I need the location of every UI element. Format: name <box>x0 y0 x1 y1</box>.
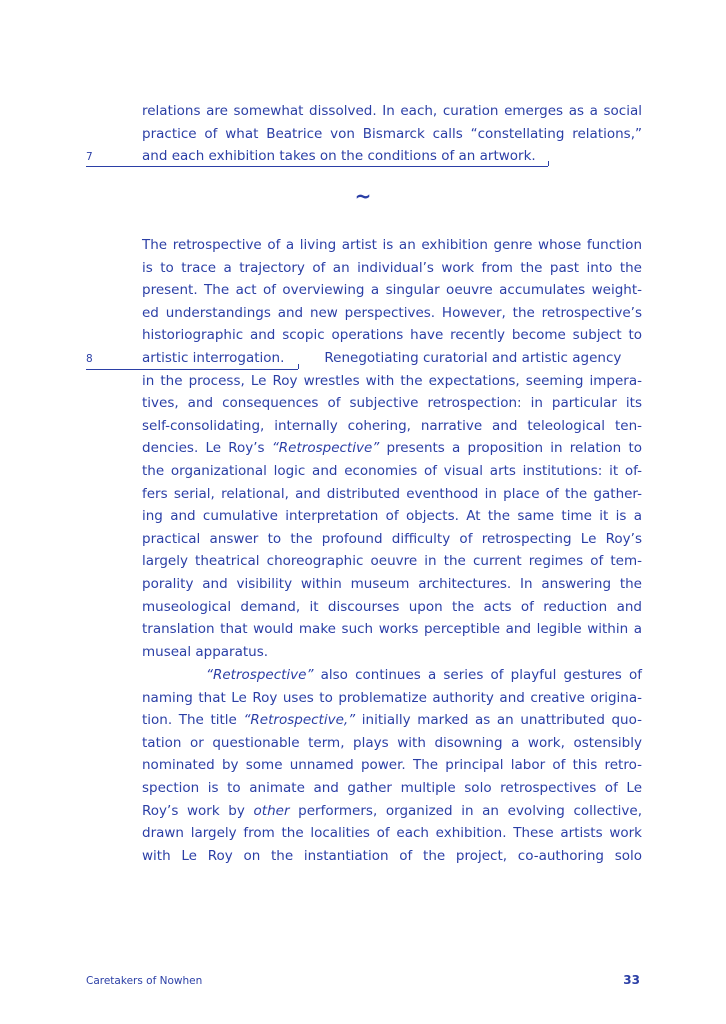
text-line: ing and cumulative interpretation of objects. At the same time it is a <box>142 508 642 525</box>
paragraph-naming <box>142 664 642 867</box>
text-span: dencies. Le Roy’s <box>142 440 272 457</box>
title-italic: “Retrospective,” <box>243 712 356 729</box>
note-marker-8: 8 <box>86 353 93 365</box>
text-line: spection is to animate and gather multiple solo retrospectives of Le <box>142 779 642 796</box>
text-line: practice of what Beatrice von Bismarck calls “constellating relations,” <box>142 125 642 142</box>
text-line: and each exhibition takes on the conditions of an artwork. <box>142 148 536 165</box>
text-line: the organizational logic and economies of visual arts institutions: it of- <box>142 462 642 479</box>
text-span: also continues a series of playful gestures of <box>313 667 642 683</box>
text-line: relations are somewhat dissolved. In each, curation emerges as a social <box>142 103 642 119</box>
text-line: nominated by some unnamed power. The principal labor of this retro- <box>142 757 642 774</box>
footer-book-title: Caretakers of Nowhen <box>86 975 203 987</box>
text-line: The retrospective of a living artist is an exhibition genre whose function <box>142 237 642 253</box>
text-line: museological demand, it discourses upon the acts of reduction and <box>142 598 642 615</box>
text-line: self-consolidating, internally cohering, narrative and teleological ten- <box>142 417 642 434</box>
text-span: presents a proposition in relation to <box>379 440 643 457</box>
text-line: fers serial, relational, and distributed eventhood in place of the gather- <box>142 485 642 502</box>
text-line: is to trace a trajectory of an individual’s work from the past into the <box>142 259 642 276</box>
text-line: practical answer to the profound difficulty of retrospecting Le Roy’s <box>142 530 642 547</box>
note-marker-7: 7 <box>86 151 93 163</box>
title-italic: “Retrospective” <box>206 667 314 683</box>
note-rule-tick <box>548 161 549 166</box>
text-line <box>142 664 642 687</box>
page-number: 33 <box>623 973 640 987</box>
text-line: ed understandings and new perspectives. However, the retrospective’s <box>142 304 642 321</box>
text-span: Renegotiating curatorial and artistic agency <box>324 349 622 366</box>
text-span: initially marked as an unattributed quo- <box>355 712 642 729</box>
text-line: present. The act of overviewing a singular oeuvre accumulates weight- <box>142 282 642 299</box>
text-line: porality and visibility within museum architectures. In answering the <box>142 575 642 592</box>
text-line <box>142 437 642 460</box>
paragraph-continued <box>142 100 642 168</box>
text-line: museal apparatus. <box>142 643 269 660</box>
paragraph-retrospective <box>142 234 642 663</box>
text-line: largely theatrical choreographic oeuvre in the current regimes of tem- <box>142 553 642 570</box>
title-italic: “Retrospective” <box>271 440 380 457</box>
text-span: tion. The title <box>142 712 244 729</box>
text-line: with Le Roy on the instantiation of the project, co-authoring solo <box>142 847 642 864</box>
note-rule-7 <box>86 166 548 167</box>
text-span: Roy’s work by <box>142 802 254 819</box>
emphasis-italic: other <box>253 802 290 819</box>
text-span: artistic interrogation. <box>142 349 285 366</box>
section-separator: ~ <box>354 184 372 208</box>
note-rule-tick <box>298 364 299 369</box>
text-line: tation or questionable term, plays with disowning a work, ostensibly <box>142 734 642 751</box>
text-line: tives, and consequences of subjective retrospection: in particular its <box>142 395 642 412</box>
text-line: in the process, Le Roy wrestles with the expectations, seeming impera- <box>142 372 642 389</box>
text-line <box>142 709 642 732</box>
text-line <box>142 800 642 823</box>
text-line <box>142 347 642 370</box>
text-line: historiographic and scopic operations have recently become subject to <box>142 327 642 344</box>
text-span: performers, organized in an evolving collective, <box>289 802 642 819</box>
text-line: drawn largely from the localities of each exhibition. These artists work <box>142 825 642 842</box>
note-rule-8 <box>86 369 298 370</box>
text-line: naming that Le Roy uses to problematize authority and creative origina- <box>142 689 642 706</box>
text-line: translation that would make such works perceptible and legible within a <box>142 621 642 638</box>
